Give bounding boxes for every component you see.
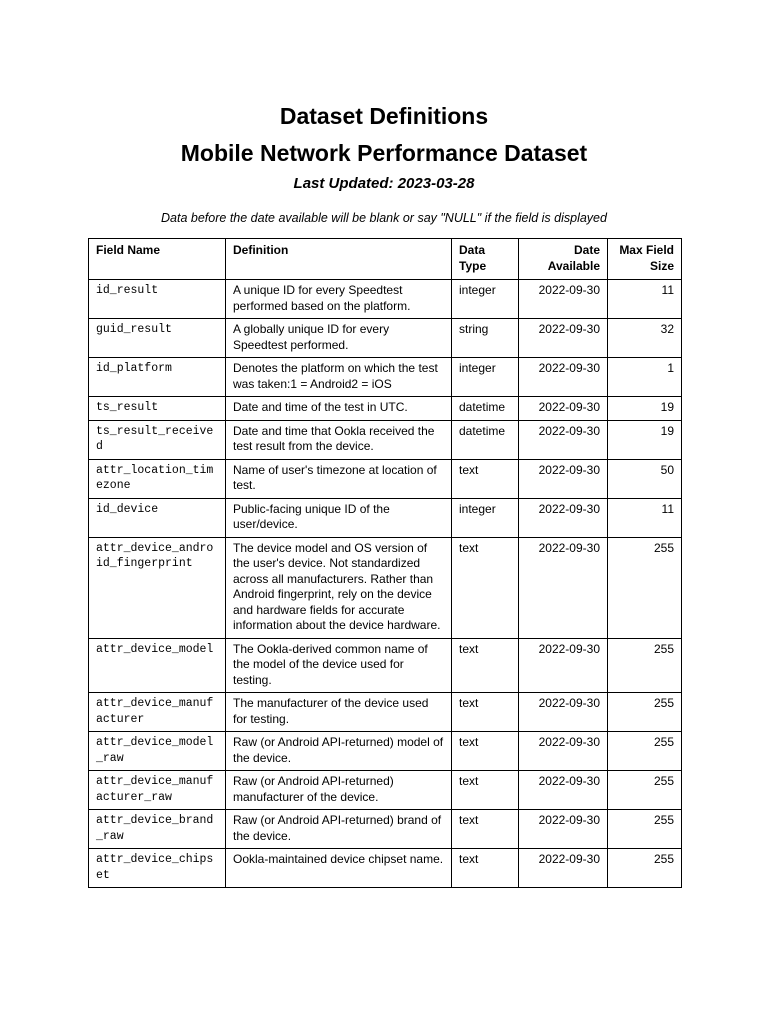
definition-cell: Raw (or Android API-returned) brand of the device.	[226, 810, 452, 849]
data-type-cell: text	[452, 537, 519, 638]
definition-cell: Raw (or Android API-returned) manufacturer of the device.	[226, 771, 452, 810]
header-field-name: Field Name	[89, 239, 226, 280]
data-type-cell: text	[452, 459, 519, 498]
field-name-cell: attr_device_manufacturer	[89, 693, 226, 732]
table-row	[89, 638, 682, 693]
data-type-cell: text	[452, 732, 519, 771]
definition-cell: A unique ID for every Speedtest performed based on the platform.	[226, 280, 452, 319]
date-available-cell: 2022-09-30	[519, 358, 608, 397]
field-name-cell: id_result	[89, 280, 226, 319]
data-type-cell: string	[452, 319, 519, 358]
header-max-field-size: Max Field Size	[608, 239, 682, 280]
field-name-cell: attr_device_manufacturer_raw	[89, 771, 226, 810]
field-name-cell: ts_result_received	[89, 420, 226, 459]
field-name-cell: attr_device_brand_raw	[89, 810, 226, 849]
date-available-cell: 2022-09-30	[519, 771, 608, 810]
table-row	[89, 459, 682, 498]
max-size-cell: 255	[608, 693, 682, 732]
data-type-cell: text	[452, 693, 519, 732]
table-row	[89, 537, 682, 638]
last-updated-date: Last Updated: 2023-03-28	[293, 175, 475, 192]
max-size-cell: 255	[608, 537, 682, 638]
date-available-cell: 2022-09-30	[519, 319, 608, 358]
data-type-cell: text	[452, 849, 519, 888]
date-available-cell: 2022-09-30	[519, 459, 608, 498]
date-available-cell: 2022-09-30	[519, 420, 608, 459]
definition-cell: The device model and OS version of the user's device. Not standardized across all manufacturers. Rather than Android fingerprint, rely on the device and hardware fields for accurate information about the device hardware.	[226, 537, 452, 638]
field-name-cell: attr_location_timezone	[89, 459, 226, 498]
data-type-cell: datetime	[452, 397, 519, 421]
definition-cell: The Ookla-derived common name of the model of the device used for testing.	[226, 638, 452, 693]
date-available-cell: 2022-09-30	[519, 397, 608, 421]
field-name-cell: attr_device_chipset	[89, 849, 226, 888]
max-size-cell: 255	[608, 810, 682, 849]
table-row	[89, 732, 682, 771]
definitions-table	[88, 238, 682, 888]
max-size-cell: 255	[608, 771, 682, 810]
field-name-cell: id_device	[89, 498, 226, 537]
date-available-cell: 2022-09-30	[519, 498, 608, 537]
definition-cell: Raw (or Android API-returned) model of the device.	[226, 732, 452, 771]
max-size-cell: 255	[608, 638, 682, 693]
data-type-cell: integer	[452, 498, 519, 537]
field-name-cell: guid_result	[89, 319, 226, 358]
max-size-cell: 19	[608, 397, 682, 421]
data-type-cell: text	[452, 638, 519, 693]
definition-cell: Date and time that Ookla received the test result from the device.	[226, 420, 452, 459]
table-header-row	[89, 239, 682, 280]
date-available-cell: 2022-09-30	[519, 638, 608, 693]
date-available-cell: 2022-09-30	[519, 732, 608, 771]
table-row	[89, 397, 682, 421]
data-type-cell: integer	[452, 280, 519, 319]
max-size-cell: 11	[608, 498, 682, 537]
max-size-cell: 255	[608, 732, 682, 771]
table-row	[89, 810, 682, 849]
table-row	[89, 319, 682, 358]
data-type-cell: text	[452, 771, 519, 810]
table-row	[89, 771, 682, 810]
field-name-cell: attr_device_model_raw	[89, 732, 226, 771]
data-type-cell: datetime	[452, 420, 519, 459]
date-available-cell: 2022-09-30	[519, 810, 608, 849]
field-name-cell: attr_device_model	[89, 638, 226, 693]
header-data-type: Data Type	[452, 239, 519, 280]
availability-note: Data before the date available will be blank or say "NULL" if the field is displayed	[161, 211, 607, 225]
max-size-cell: 32	[608, 319, 682, 358]
max-size-cell: 11	[608, 280, 682, 319]
field-name-cell: id_platform	[89, 358, 226, 397]
max-size-cell: 255	[608, 849, 682, 888]
field-name-cell: attr_device_android_fingerprint	[89, 537, 226, 638]
definition-cell: Denotes the platform on which the test was taken:1 = Android2 = iOS	[226, 358, 452, 397]
definition-cell: Date and time of the test in UTC.	[226, 397, 452, 421]
table-row	[89, 358, 682, 397]
document-title: Dataset Definitions	[279, 103, 489, 129]
header-definition: Definition	[226, 239, 452, 280]
header-date-available: Date Available	[519, 239, 608, 280]
table-row	[89, 420, 682, 459]
field-name-cell: ts_result	[89, 397, 226, 421]
table-row	[89, 693, 682, 732]
max-size-cell: 19	[608, 420, 682, 459]
date-available-cell: 2022-09-30	[519, 280, 608, 319]
table-row	[89, 498, 682, 537]
max-size-cell: 1	[608, 358, 682, 397]
dataset-name: Mobile Network Performance Dataset	[180, 140, 588, 166]
date-available-cell: 2022-09-30	[519, 849, 608, 888]
definition-cell: The manufacturer of the device used for testing.	[226, 693, 452, 732]
definition-cell: Public-facing unique ID of the user/device.	[226, 498, 452, 537]
table-row	[89, 280, 682, 319]
max-size-cell: 50	[608, 459, 682, 498]
definition-cell: A globally unique ID for every Speedtest performed.	[226, 319, 452, 358]
date-available-cell: 2022-09-30	[519, 693, 608, 732]
table-row	[89, 849, 682, 888]
date-available-cell: 2022-09-30	[519, 537, 608, 638]
definition-cell: Ookla-maintained device chipset name.	[226, 849, 452, 888]
data-type-cell: integer	[452, 358, 519, 397]
data-type-cell: text	[452, 810, 519, 849]
definition-cell: Name of user's timezone at location of test.	[226, 459, 452, 498]
